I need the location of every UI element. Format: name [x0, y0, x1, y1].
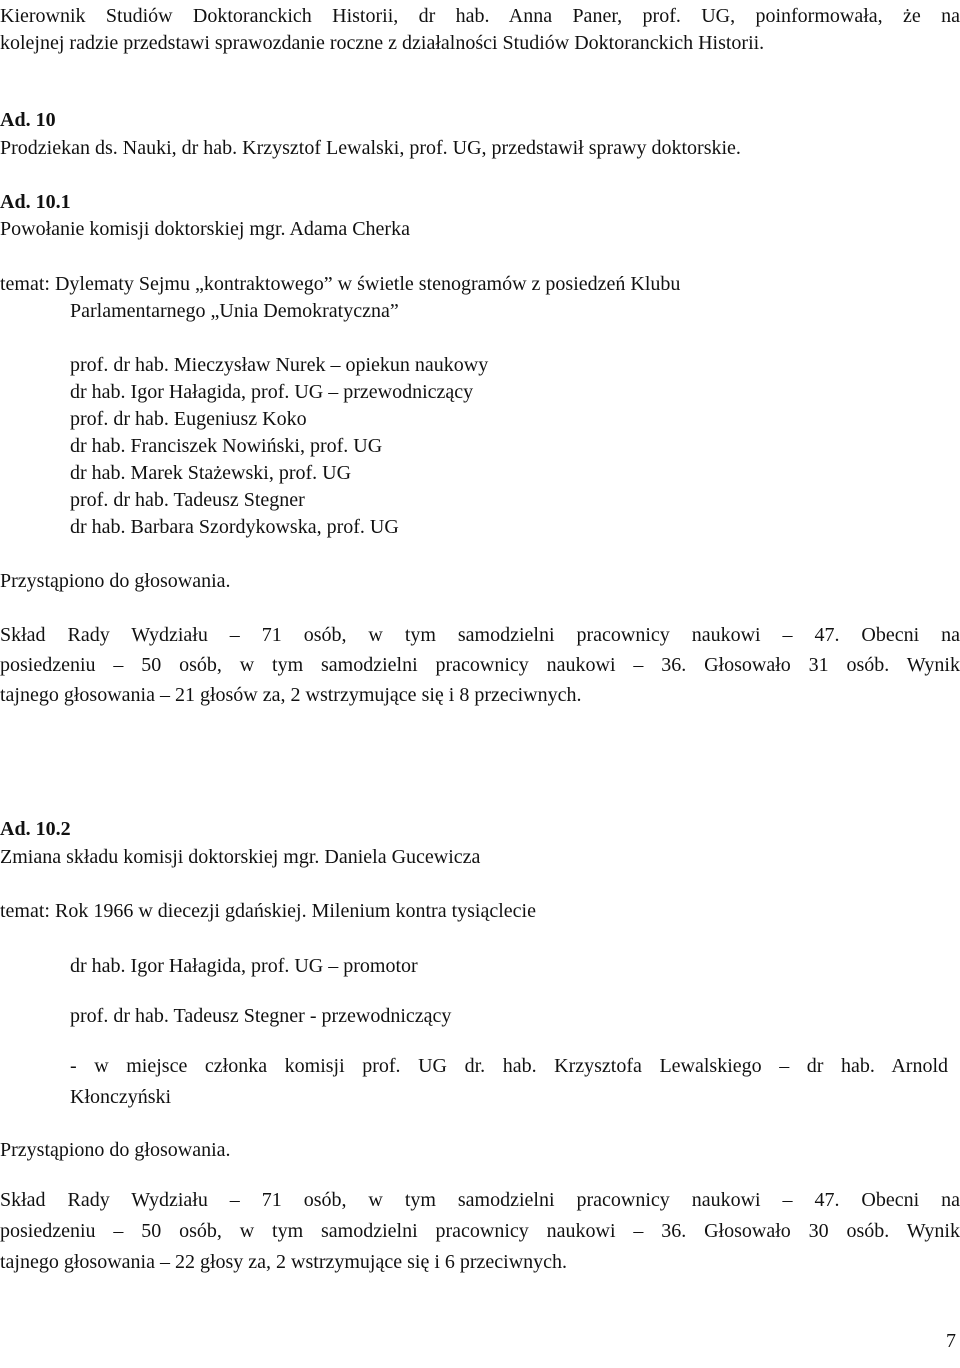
committee-member: prof. dr hab. Tadeusz Stegner: [70, 489, 305, 511]
page-number: 7: [946, 1330, 956, 1352]
ad10-2-vote-start: Przystąpiono do głosowania.: [0, 1139, 231, 1161]
ad10-heading: Ad. 10: [0, 109, 56, 131]
ad10-1-title: Powołanie komisji doktorskiej mgr. Adama Cherka: [0, 218, 410, 240]
ad10-1-result-line-1: Skład Rady Wydziału – 71 osób, w tym samodzielni pracownicy naukowi – 47. Obecni na: [0, 624, 960, 646]
intro-line-2: kolejnej radzie przedstawi sprawozdanie roczne z działalności Studiów Doktoranckich Historii.: [0, 32, 765, 54]
ad10-2-result-line-2: posiedzeniu – 50 osób, w tym samodzielni pracownicy naukowi – 36. Głosowało 30 osób. Wynik: [0, 1220, 960, 1242]
ad10-2-result-line-1: Skład Rady Wydziału – 71 osób, w tym samodzielni pracownicy naukowi – 47. Obecni na: [0, 1189, 960, 1211]
committee-member: dr hab. Igor Hałagida, prof. UG – przewodniczący: [70, 381, 474, 403]
ad10-1-topic-line-2: Parlamentarnego „Unia Demokratyczna”: [70, 300, 399, 322]
committee-member: prof. dr hab. Mieczysław Nurek – opiekun naukowy: [70, 354, 489, 376]
ad10-2-heading: Ad. 10.2: [0, 818, 71, 840]
ad10-text: Prodziekan ds. Nauki, dr hab. Krzysztof Lewalski, prof. UG, przedstawił sprawy doktorskie.: [0, 137, 741, 159]
ad10-1-result-line-3: tajnego głosowania – 21 głosów za, 2 wstrzymujące się i 8 przeciwnych.: [0, 684, 582, 706]
ad10-2-change-line-1: - w miejsce członka komisji prof. UG dr. hab. Krzysztofa Lewalskiego – dr hab. Arnold: [70, 1055, 948, 1077]
ad10-1-heading: Ad. 10.1: [0, 191, 71, 213]
ad10-1-vote-start: Przystąpiono do głosowania.: [0, 570, 231, 592]
ad10-2-promotor: dr hab. Igor Hałagida, prof. UG – promotor: [70, 955, 418, 977]
committee-member: dr hab. Franciszek Nowiński, prof. UG: [70, 435, 383, 457]
ad10-2-result-line-3: tajnego głosowania – 22 głosy za, 2 wstrzymujące się i 6 przeciwnych.: [0, 1251, 568, 1273]
committee-member: dr hab. Marek Stażewski, prof. UG: [70, 462, 352, 484]
ad10-2-chair: prof. dr hab. Tadeusz Stegner - przewodniczący: [70, 1005, 452, 1027]
ad10-2-topic: temat: Rok 1966 w diecezji gdańskiej. Milenium kontra tysiąclecie: [0, 900, 536, 922]
committee-member: dr hab. Barbara Szordykowska, prof. UG: [70, 516, 399, 538]
ad10-2-change-line-2: Kłonczyński: [70, 1086, 172, 1108]
intro-line-1: Kierownik Studiów Doktoranckich Historii, dr hab. Anna Paner, prof. UG, poinformowała, że na: [0, 5, 960, 27]
committee-member: prof. dr hab. Eugeniusz Koko: [70, 408, 307, 430]
ad10-1-topic-line-1: temat: Dylematy Sejmu „kontraktowego” w świetle stenogramów z posiedzeń Klubu: [0, 273, 681, 295]
ad10-2-title: Zmiana składu komisji doktorskiej mgr. Daniela Gucewicza: [0, 846, 481, 868]
ad10-1-result-line-2: posiedzeniu – 50 osób, w tym samodzielni pracownicy naukowi – 36. Głosowało 31 osób. Wynik: [0, 654, 960, 676]
